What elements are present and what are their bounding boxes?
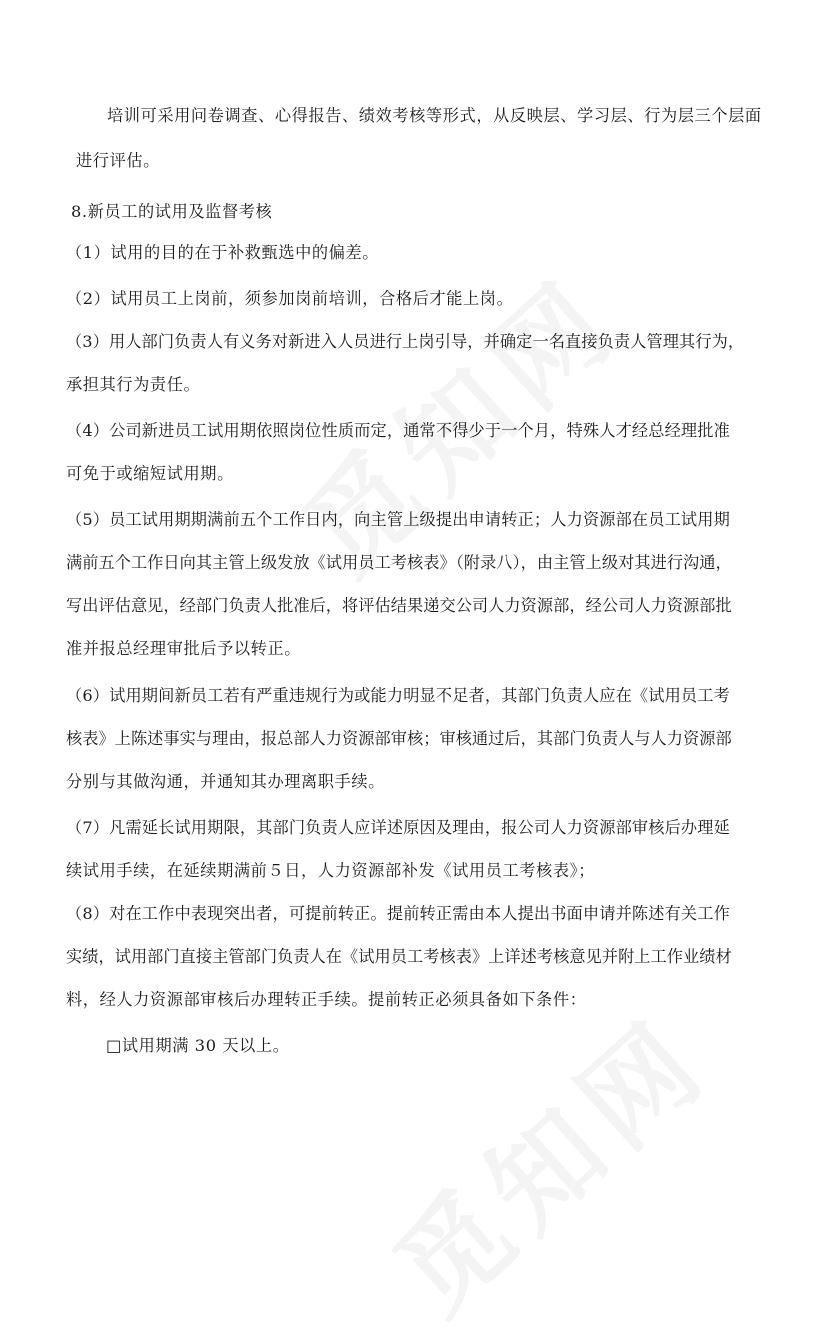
paragraph-line: 进行评估。 [76, 151, 160, 170]
paragraph-line: 承担其行为责任。 [66, 375, 201, 394]
paragraph-line: （1）试用的目的在于补救甄选中的偏差。 [66, 243, 380, 262]
paragraph-line: 可免于或缩短试用期。 [66, 464, 234, 483]
paragraph-line: （5）员工试用期期满前五个工作日内，向主管上级提出申请转正；人力资源部在员工试用期 [66, 510, 730, 529]
paragraph-line: （4）公司新进员工试用期依照岗位性质而定，通常不得少于一个月，特殊人才经总经理批准 [66, 421, 730, 440]
paragraph-line: （2）试用员工上岗前，须参加岗前培训，合格后才能上岗。 [66, 289, 514, 308]
paragraph-line: 料，经人力资源部审核后办理转正手续。提前转正必须具备如下条件： [66, 990, 587, 1009]
paragraph-line: 核表》上陈述事实与理由，报总部人力资源部审核；审核通过后，其部门负责人与人力资源部 [66, 729, 732, 748]
paragraph-line: 培训可采用问卷调查、心得报告、绩效考核等形式，从反映层、学习层、行为层三个层面 [107, 106, 762, 125]
paragraph-line: 准并报总经理审批后予以转正。 [66, 639, 302, 658]
section-heading: 8.新员工的试用及监督考核 [71, 202, 273, 221]
paragraph-line: 分别与其做沟通，并通知其办理离职手续。 [66, 772, 385, 791]
paragraph-line: （6）试用期间新员工若有严重违规行为或能力明显不足者，其部门负责人应在《试用员工考 [66, 686, 730, 705]
paragraph-line: 满前五个工作日向其主管上级发放《试用员工考核表》（附录八），由主管上级对其进行沟通， [66, 553, 732, 572]
paragraph-line: 写出评估意见，经部门负责人批准后，将评估结果递交公司人力资源部，经公司人力资源部批 [66, 596, 732, 615]
checklist-item: □试用期满 30 天以上。 [106, 1036, 290, 1055]
paragraph-line: 实绩，试用部门直接主管部门负责人在《试用员工考核表》上详述考核意见并附上工作业绩材 [66, 947, 732, 966]
paragraph-line: （8）对在工作中表现突出者，可提前转正。提前转正需由本人提出书面申请并陈述有关工作 [66, 904, 730, 923]
paragraph-line: （3）用人部门负责人有义务对新进入人员进行上岗引导，并确定一名直接负责人管理其行为， [66, 332, 745, 351]
paragraph-line: 续试用手续，在延续期满前５日，人力资源部补发《试用员工考核表》； [66, 861, 596, 880]
watermark-bottom [355, 976, 737, 1342]
paragraph-line: （7）凡需延长试用期限，其部门负责人应详述原因及理由，报公司人力资源部审核后办理延 [66, 818, 730, 837]
